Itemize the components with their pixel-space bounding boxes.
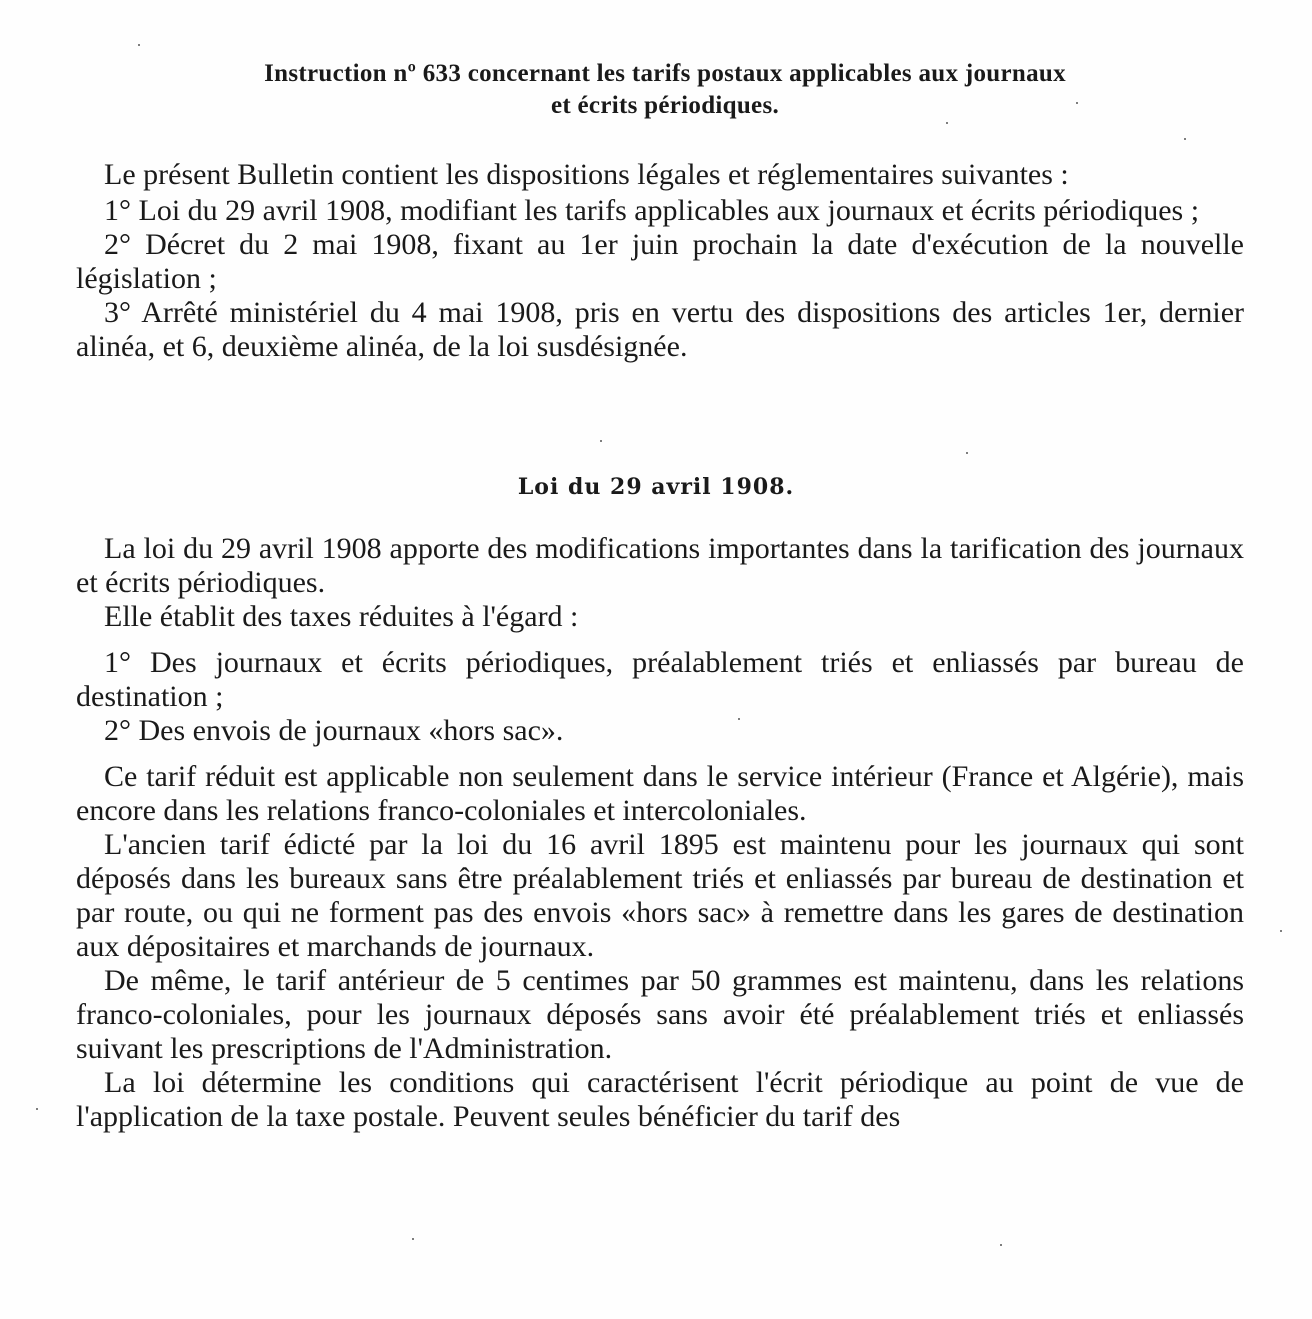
scan-speck: [1076, 102, 1078, 104]
section-item-2: 2° Des envois de journaux «hors sac».: [104, 714, 564, 747]
scan-speck: [738, 718, 740, 720]
section-item-1: 1° Des journaux et écrits périodiques, préalablement triés et enliassés par bureau de destination ;: [76, 646, 1244, 713]
section-paragraph-3: Ce tarif réduit est applicable non seulement dans le service intérieur (France et Algérie), mais encore dans les relations franco-coloniales et intercoloniales.: [76, 760, 1244, 827]
section-paragraph-6: La loi détermine les conditions qui caractérisent l'écrit périodique au point de vue de l'application de la taxe postale. Peuvent seules bénéficier du tarif des: [76, 1066, 1244, 1133]
section-text: [76, 532, 1244, 1134]
title-line-2: et écrits périodiques.: [550, 92, 780, 119]
section-heading: Loi du 29 avril 1908.: [517, 474, 795, 500]
scan-speck: [966, 452, 968, 454]
scan-speck: [600, 440, 602, 442]
section-paragraph-1: La loi du 29 avril 1908 apporte des modifications importantes dans la tarification des journaux et écrits périodiques.: [76, 532, 1244, 599]
section-paragraph-4: L'ancien tarif édicté par la loi du 16 avril 1895 est maintenu pour les journaux qui sont déposés dans les bureaux sans être préalablement triés et enliassés par bureau de destination et par route, ou qui ne forment pas des envois «hors sac» à remettre dans les gares de destination aux dépositaires et marchands de journaux.: [76, 828, 1244, 963]
scan-speck: [138, 44, 140, 46]
intro-text: [76, 158, 1244, 364]
document-title: [70, 58, 1260, 122]
title-line-1: Instruction nº 633 concernant les tarifs postaux applicables aux journaux: [264, 60, 1066, 87]
scan-speck: [412, 1238, 414, 1240]
intro-item-2: 2° Décret du 2 mai 1908, fixant au 1er juin prochain la date d'exécution de la nouvelle législation ;: [76, 228, 1244, 295]
intro-item-1: 1° Loi du 29 avril 1908, modifiant les tarifs applicables aux journaux et écrits périodiques ;: [104, 194, 1200, 227]
intro-item-3: 3° Arrêté ministériel du 4 mai 1908, pris en vertu des dispositions des articles 1er, dernier alinéa, et 6, deuxième alinéa, de la loi susdésignée.: [76, 296, 1244, 363]
scan-speck: [1184, 138, 1186, 140]
section-paragraph-2: Elle établit des taxes réduites à l'égard :: [104, 600, 579, 633]
scan-speck: [36, 1108, 38, 1110]
scan-speck: [946, 122, 948, 124]
section-paragraph-5: De même, le tarif antérieur de 5 centimes par 50 grammes est maintenu, dans les relations franco-coloniales, pour les journaux déposés sans avoir été préalablement triés et enliassés suivant les prescriptions de l'Administration.: [76, 964, 1244, 1065]
scan-speck: [1000, 1244, 1002, 1246]
intro-paragraph: Le présent Bulletin contient les dispositions légales et réglementaires suivantes :: [104, 158, 1069, 191]
scan-speck: [1280, 930, 1282, 932]
